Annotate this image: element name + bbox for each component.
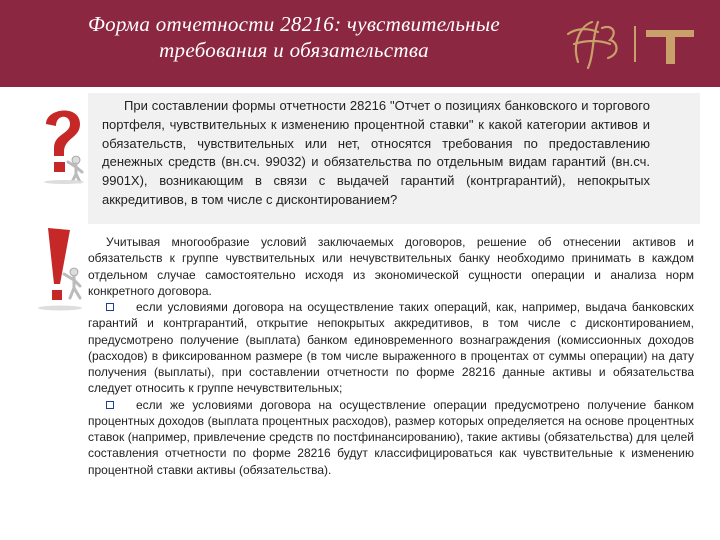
- bullet-text: если же условиями договора на осуществление операции предусмотрено получение банком процентных доходов (выплата процентных расходов), размер которых определяется на основе процентных ставок (например, привлечение средств по постфинансированию), такие активы (обязательства) для целей составления отчетности по форме 28216 будут классифицироваться как чувствительные к изменению процентной ставки активы (обязательства).: [88, 397, 694, 477]
- answer-paragraph: Учитывая многообразие условий заключаемых договоров, решение об отнесении активов и обязательств к группе чувствительных или нечувствительных банку необходимо принимать в каждом отдельном случае самостоятельно исходя из экономической сущности операции и анализа норм конкретного договора.: [88, 235, 694, 298]
- bank-monogram-logo: [558, 14, 706, 74]
- slide-title-line-1: Форма отчетности 28216: чувствительные: [87, 12, 501, 36]
- title-banner: [0, 0, 720, 87]
- exclamation-mark-figure-icon: [30, 226, 88, 312]
- question-mark-figure-icon: [34, 100, 90, 184]
- bullet-text: если условиями договора на осуществление таких операций, как, например, выдача банковских гарантий и контргарантий, открытие непокрытых аккредитивов, в том числе с дисконтированием, предусмотрено получение (выплата) банком единовременного вознаграждения (комиссионных доходов (расходов) в фиксированном размере (в том числе выраженного в процентах от суммы операции) на дату получения (выплаты), при составлении отчетности по форме 28216 данные активы и обязательства следует относить к группе нечувствительных;: [88, 300, 694, 396]
- bullet-item: [88, 299, 694, 397]
- question-paragraph: При составлении формы отчетности 28216 "Отчет о позициях банковского и торгового портфеля, чувствительных к изменению процентной ставки" к какой категории активов и обязательств, чувствительных или нет, относятся требования по предоставлению денежных средств (вн.сч. 99032) и обязательства по отдельным видам гарантий (вн.сч. 9901Х), возникающим в связи с выдачей гарантий (контргарантий), непокрытых аккредитивов, в том числе с дисконтированием?: [102, 98, 650, 207]
- slide-title: [14, 11, 574, 63]
- bullet-item: [88, 397, 694, 478]
- square-bullet-icon: [106, 401, 114, 409]
- answer-text: [88, 234, 694, 478]
- square-bullet-icon: [106, 303, 114, 311]
- slide-title-line-2: требования и обязательства: [159, 38, 429, 62]
